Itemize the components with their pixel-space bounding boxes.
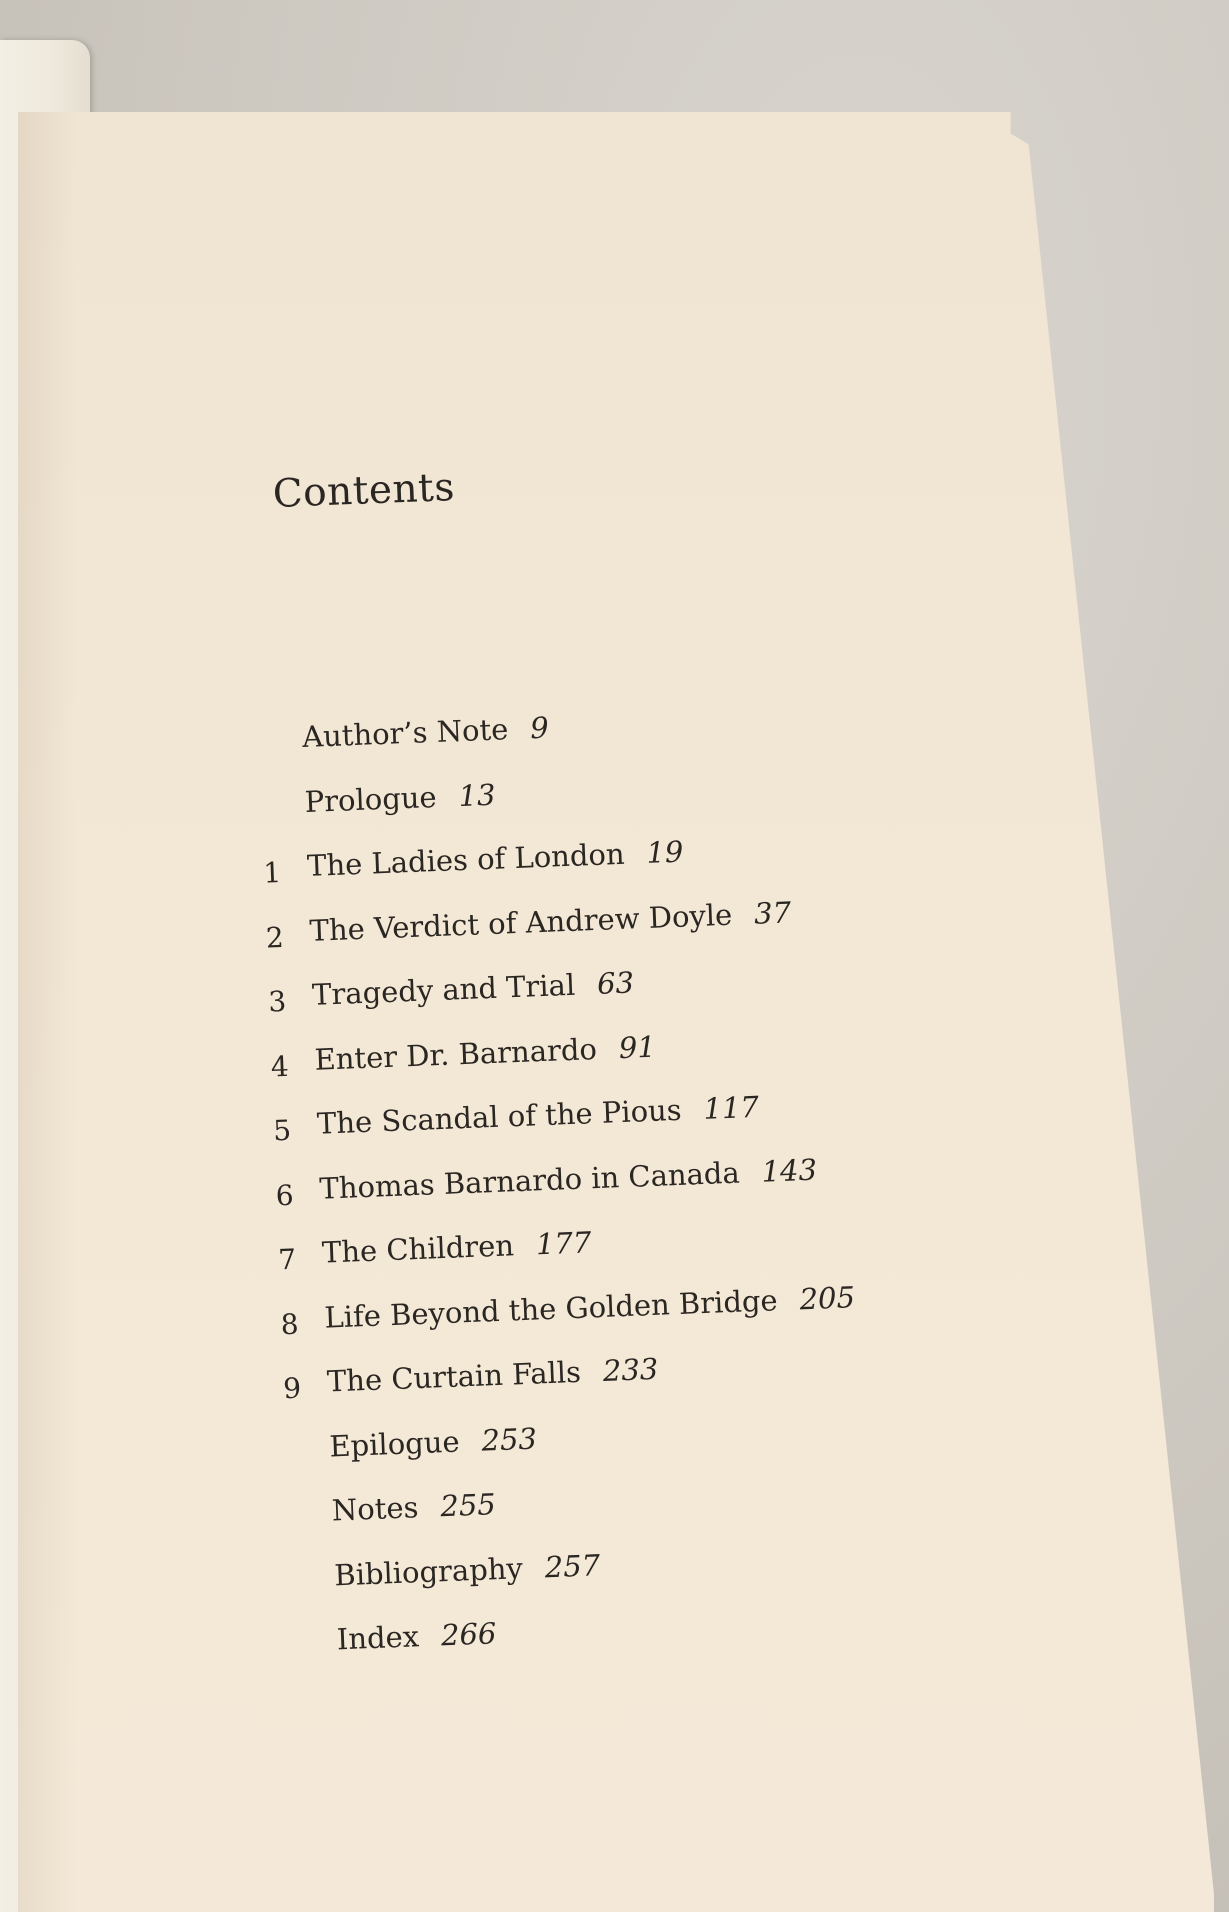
chapter-number: 6 bbox=[275, 1178, 295, 1212]
entry-line bbox=[329, 1421, 538, 1463]
chapter-number: 2 bbox=[265, 920, 285, 955]
entry-title: Life Beyond the Golden Bridge bbox=[323, 1282, 779, 1335]
chapter-number: 1 bbox=[262, 855, 282, 890]
entry-page: 19 bbox=[645, 834, 684, 870]
entry-page: 233 bbox=[602, 1351, 659, 1388]
table-of-contents bbox=[262, 445, 1018, 1687]
entry-line bbox=[302, 711, 550, 754]
entry-title: Epilogue bbox=[328, 1424, 461, 1464]
entry-title: Bibliography bbox=[333, 1550, 524, 1592]
page-gutter-shadow bbox=[18, 112, 78, 1912]
entry-title: The Children bbox=[321, 1228, 515, 1270]
chapter-number: 8 bbox=[280, 1307, 300, 1341]
entry-page: 257 bbox=[544, 1547, 601, 1584]
entry-title: Prologue bbox=[304, 779, 438, 819]
entry-page: 177 bbox=[535, 1225, 592, 1262]
chapter-number: 7 bbox=[277, 1242, 297, 1277]
entry-page: 91 bbox=[618, 1029, 657, 1065]
entry-title: Thomas Barnardo in Canada bbox=[318, 1155, 741, 1206]
entry-page: 9 bbox=[529, 710, 550, 746]
entry-line bbox=[336, 1616, 497, 1656]
chapter-number: 3 bbox=[267, 984, 287, 1019]
chapter-number: 5 bbox=[272, 1113, 292, 1148]
entry-title: Tragedy and Trial bbox=[311, 967, 576, 1012]
entry-page: 253 bbox=[480, 1421, 538, 1458]
entry-title: Author’s Note bbox=[301, 712, 509, 755]
entry-page: 63 bbox=[596, 965, 635, 1001]
chapter-number: 9 bbox=[282, 1371, 302, 1406]
entry-title: Enter Dr. Barnardo bbox=[313, 1031, 598, 1077]
entry-page: 117 bbox=[702, 1089, 760, 1126]
entry-title: Notes bbox=[331, 1490, 420, 1528]
entry-page: 13 bbox=[457, 777, 497, 813]
entry-page: 255 bbox=[439, 1487, 497, 1524]
entry-page: 143 bbox=[760, 1152, 818, 1189]
entry-title: The Verdict of Andrew Doyle bbox=[308, 897, 733, 948]
entry-line bbox=[331, 1487, 496, 1527]
chapter-number: 4 bbox=[270, 1049, 290, 1083]
entry-page: 205 bbox=[798, 1279, 856, 1316]
entry-title: The Scandal of the Pious bbox=[316, 1092, 683, 1141]
entry-title: The Ladies of London bbox=[306, 836, 626, 883]
entry-page: 37 bbox=[753, 894, 792, 931]
entry-page: 266 bbox=[440, 1616, 497, 1653]
entry-title: Index bbox=[336, 1619, 420, 1657]
entry-line bbox=[304, 777, 496, 818]
contents-heading: Contents bbox=[272, 465, 456, 517]
entry-title: The Curtain Falls bbox=[326, 1354, 582, 1399]
